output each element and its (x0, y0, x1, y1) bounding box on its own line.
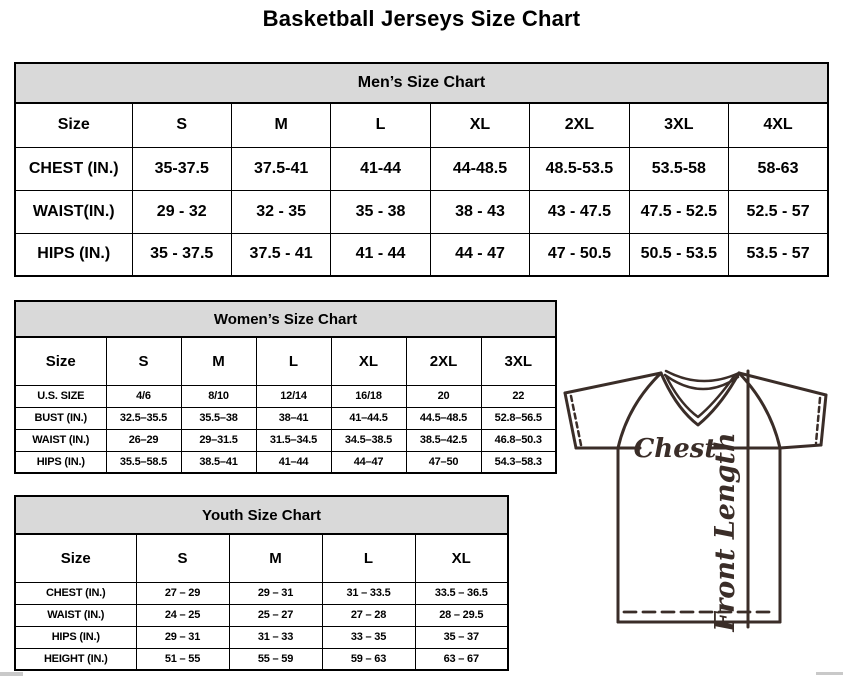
table-row (15, 451, 556, 473)
size-header-cell: Size (15, 534, 136, 582)
value-cell: 27 – 29 (136, 582, 229, 604)
row-label-cell: WAIST (IN.) (15, 604, 136, 626)
size-header-cell: Size (15, 103, 132, 147)
chest-measure-label: Chest (633, 434, 717, 464)
value-cell: 38–41 (256, 407, 331, 429)
value-cell: 16/18 (331, 385, 406, 407)
table-row (15, 337, 556, 385)
value-cell: 58-63 (729, 147, 828, 190)
front-length-measure-label: Front Length (710, 432, 741, 632)
mens-chart-title: Men’s Size Chart (15, 63, 828, 103)
value-cell: 53.5 - 57 (729, 233, 828, 276)
value-cell: 29–31.5 (181, 429, 256, 451)
table-row (15, 429, 556, 451)
value-cell: 26–29 (106, 429, 181, 451)
row-label-cell: HEIGHT (IN.) (15, 648, 136, 670)
row-label-cell: BUST (IN.) (15, 407, 106, 429)
mens-size-chart-table (14, 62, 829, 277)
row-label-cell: CHEST (IN.) (15, 147, 132, 190)
value-cell: 44-48.5 (430, 147, 529, 190)
value-cell: 31 – 33.5 (322, 582, 415, 604)
size-header-cell: Size (15, 337, 106, 385)
size-cell: S (136, 534, 229, 582)
value-cell: 24 – 25 (136, 604, 229, 626)
value-cell: 54.3–58.3 (481, 451, 556, 473)
value-cell: 28 – 29.5 (415, 604, 508, 626)
value-cell: 35 - 37.5 (132, 233, 231, 276)
value-cell: 27 – 28 (322, 604, 415, 626)
size-cell: M (229, 534, 322, 582)
horizontal-scrollbar-thumb-right[interactable] (816, 672, 843, 675)
size-cell: L (322, 534, 415, 582)
value-cell: 37.5-41 (231, 147, 330, 190)
size-cell: L (256, 337, 331, 385)
value-cell: 29 – 31 (229, 582, 322, 604)
value-cell: 34.5–38.5 (331, 429, 406, 451)
row-label-cell: CHEST (IN.) (15, 582, 136, 604)
value-cell: 41–44.5 (331, 407, 406, 429)
youth-size-chart-table (14, 495, 509, 671)
value-cell: 35.5–38 (181, 407, 256, 429)
value-cell: 35.5–58.5 (106, 451, 181, 473)
table-row (15, 103, 828, 147)
table-row (15, 582, 508, 604)
value-cell: 29 – 31 (136, 626, 229, 648)
value-cell: 38 - 43 (430, 190, 529, 233)
value-cell: 48.5-53.5 (530, 147, 629, 190)
table-row (15, 534, 508, 582)
value-cell: 33 – 35 (322, 626, 415, 648)
value-cell: 31 – 33 (229, 626, 322, 648)
youth-chart-title: Youth Size Chart (15, 496, 508, 534)
size-cell: M (181, 337, 256, 385)
value-cell: 44 - 47 (430, 233, 529, 276)
size-cell: S (132, 103, 231, 147)
value-cell: 4/6 (106, 385, 181, 407)
value-cell: 46.8–50.3 (481, 429, 556, 451)
table-row (15, 407, 556, 429)
size-cell: 4XL (729, 103, 828, 147)
value-cell: 20 (406, 385, 481, 407)
value-cell: 31.5–34.5 (256, 429, 331, 451)
value-cell: 32.5–35.5 (106, 407, 181, 429)
value-cell: 63 – 67 (415, 648, 508, 670)
value-cell: 44–47 (331, 451, 406, 473)
table-row (15, 233, 828, 276)
jersey-outline-icon (558, 360, 838, 670)
value-cell: 50.5 - 53.5 (629, 233, 728, 276)
size-cell: S (106, 337, 181, 385)
value-cell: 52.8–56.5 (481, 407, 556, 429)
value-cell: 41 - 44 (331, 233, 430, 276)
value-cell: 43 - 47.5 (530, 190, 629, 233)
table-row (15, 385, 556, 407)
value-cell: 37.5 - 41 (231, 233, 330, 276)
size-cell: 2XL (530, 103, 629, 147)
table-row (15, 604, 508, 626)
value-cell: 41-44 (331, 147, 430, 190)
value-cell: 8/10 (181, 385, 256, 407)
value-cell: 35 - 38 (331, 190, 430, 233)
value-cell: 55 – 59 (229, 648, 322, 670)
value-cell: 47 - 50.5 (530, 233, 629, 276)
value-cell: 47.5 - 52.5 (629, 190, 728, 233)
value-cell: 35-37.5 (132, 147, 231, 190)
value-cell: 33.5 – 36.5 (415, 582, 508, 604)
page-title: Basketball Jerseys Size Chart (262, 6, 581, 31)
table-row (15, 190, 828, 233)
row-label-cell: WAIST(IN.) (15, 190, 132, 233)
womens-size-chart-table (14, 300, 557, 474)
value-cell: 38.5–41 (181, 451, 256, 473)
value-cell: 25 – 27 (229, 604, 322, 626)
value-cell: 52.5 - 57 (729, 190, 828, 233)
value-cell: 41–44 (256, 451, 331, 473)
value-cell: 53.5-58 (629, 147, 728, 190)
value-cell: 12/14 (256, 385, 331, 407)
size-cell: XL (415, 534, 508, 582)
size-cell: XL (430, 103, 529, 147)
value-cell: 29 - 32 (132, 190, 231, 233)
size-cell: XL (331, 337, 406, 385)
row-label-cell: U.S. SIZE (15, 385, 106, 407)
value-cell: 32 - 35 (231, 190, 330, 233)
size-cell: L (331, 103, 430, 147)
horizontal-scrollbar-thumb-left[interactable] (0, 672, 23, 676)
row-label-cell: HIPS (IN.) (15, 626, 136, 648)
row-label-cell: HIPS (IN.) (15, 451, 106, 473)
size-cell: 3XL (481, 337, 556, 385)
row-label-cell: WAIST (IN.) (15, 429, 106, 451)
table-row (15, 648, 508, 670)
size-cell: 2XL (406, 337, 481, 385)
value-cell: 47–50 (406, 451, 481, 473)
table-row (15, 626, 508, 648)
value-cell: 59 – 63 (322, 648, 415, 670)
value-cell: 44.5–48.5 (406, 407, 481, 429)
value-cell: 38.5–42.5 (406, 429, 481, 451)
row-label-cell: HIPS (IN.) (15, 233, 132, 276)
size-cell: 3XL (629, 103, 728, 147)
womens-chart-title: Women’s Size Chart (15, 301, 556, 337)
value-cell: 35 – 37 (415, 626, 508, 648)
table-row (15, 147, 828, 190)
jersey-measurement-diagram (558, 360, 838, 670)
value-cell: 51 – 55 (136, 648, 229, 670)
value-cell: 22 (481, 385, 556, 407)
size-cell: M (231, 103, 330, 147)
